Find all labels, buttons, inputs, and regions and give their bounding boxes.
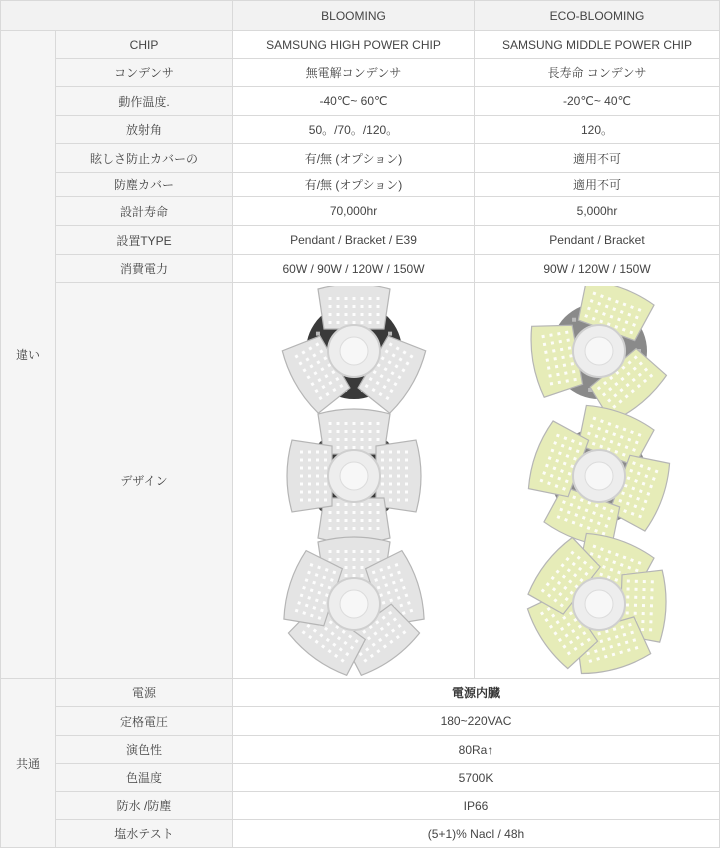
row-label-dust-cover: 防塵カバー — [56, 173, 233, 197]
cell-power-a: 60W / 90W / 120W / 150W — [233, 255, 475, 283]
cell-beam-angle-b: 120。 — [475, 116, 720, 144]
row-label-power: 消費電力 — [56, 255, 233, 283]
design-images-blooming — [233, 283, 475, 679]
cell-salt-test: (5+1)% Nacl / 48h — [233, 820, 720, 848]
cell-glare-cover-a: 有/無 (オプション) — [233, 144, 475, 173]
cell-waterproof: IP66 — [233, 792, 720, 820]
cell-chip-a: SAMSUNG HIGH POWER CHIP — [233, 31, 475, 59]
cell-color-rendering: 80Ra↑ — [233, 736, 720, 764]
row-label-chip: CHIP — [56, 31, 233, 59]
blooming-lamp-5-wing — [279, 537, 429, 676]
cell-install-type-a: Pendant / Bracket / E39 — [233, 226, 475, 255]
row-label-color-rendering: 演色性 — [56, 736, 233, 764]
row-label-design-life: 設計寿命 — [56, 197, 233, 226]
row-label-design: デザイン — [56, 283, 233, 679]
cell-design-life-b: 5,000hr — [475, 197, 720, 226]
blooming-lamp-4-wing — [287, 409, 421, 543]
row-label-rated-voltage: 定格電圧 — [56, 707, 233, 736]
cell-install-type-b: Pendant / Bracket — [475, 226, 720, 255]
cell-power-supply: 電源内臓 — [233, 679, 720, 707]
blooming-lamp-images — [234, 286, 474, 676]
cell-capacitor-b: 長寿命 コンデンサ — [475, 59, 720, 87]
cell-rated-voltage: 180~220VAC — [233, 707, 720, 736]
cell-chip-b: SAMSUNG MIDDLE POWER CHIP — [475, 31, 720, 59]
cell-design-life-a: 70,000hr — [233, 197, 475, 226]
row-label-beam-angle: 放射角 — [56, 116, 233, 144]
row-label-salt-test: 塩水テスト — [56, 820, 233, 848]
row-label-color-temperature: 色温度 — [56, 764, 233, 792]
row-label-waterproof: 防水 /防塵 — [56, 792, 233, 820]
cell-color-temperature: 5700K — [233, 764, 720, 792]
cell-power-b: 90W / 120W / 150W — [475, 255, 720, 283]
cell-dust-cover-b: 適用不可 — [475, 173, 720, 197]
cell-beam-angle-a: 50。/70。/120。 — [233, 116, 475, 144]
cell-glare-cover-b: 適用不可 — [475, 144, 720, 173]
cell-capacitor-a: 無電解コンデンサ — [233, 59, 475, 87]
header-blooming: BLOOMING — [233, 1, 475, 31]
eco-blooming-lamp-images — [477, 286, 717, 676]
cell-dust-cover-a: 有/無 (オプション) — [233, 173, 475, 197]
cell-operating-temp-a: -40℃~ 60℃ — [233, 87, 475, 116]
group-common: 共通 — [1, 679, 56, 848]
cell-operating-temp-b: -20℃~ 40℃ — [475, 87, 720, 116]
eco-blooming-lamp-3-wing — [527, 286, 670, 425]
row-label-power-supply: 電源 — [56, 679, 233, 707]
row-label-glare-cover: 眩しさ防止カバーの — [56, 144, 233, 173]
row-label-capacitor: コンデンサ — [56, 59, 233, 87]
group-differences: 違い — [1, 31, 56, 679]
design-images-eco-blooming — [475, 283, 720, 679]
row-label-install-type: 設置TYPE — [56, 226, 233, 255]
row-label-operating-temp: 動作温度. — [56, 87, 233, 116]
eco-blooming-lamp-5-wing — [523, 528, 667, 675]
eco-blooming-lamp-4-wing — [524, 400, 675, 551]
header-eco-blooming: ECO-BLOOMING — [475, 1, 720, 31]
header-blank — [1, 1, 233, 31]
blooming-lamp-3-wing — [277, 286, 429, 416]
